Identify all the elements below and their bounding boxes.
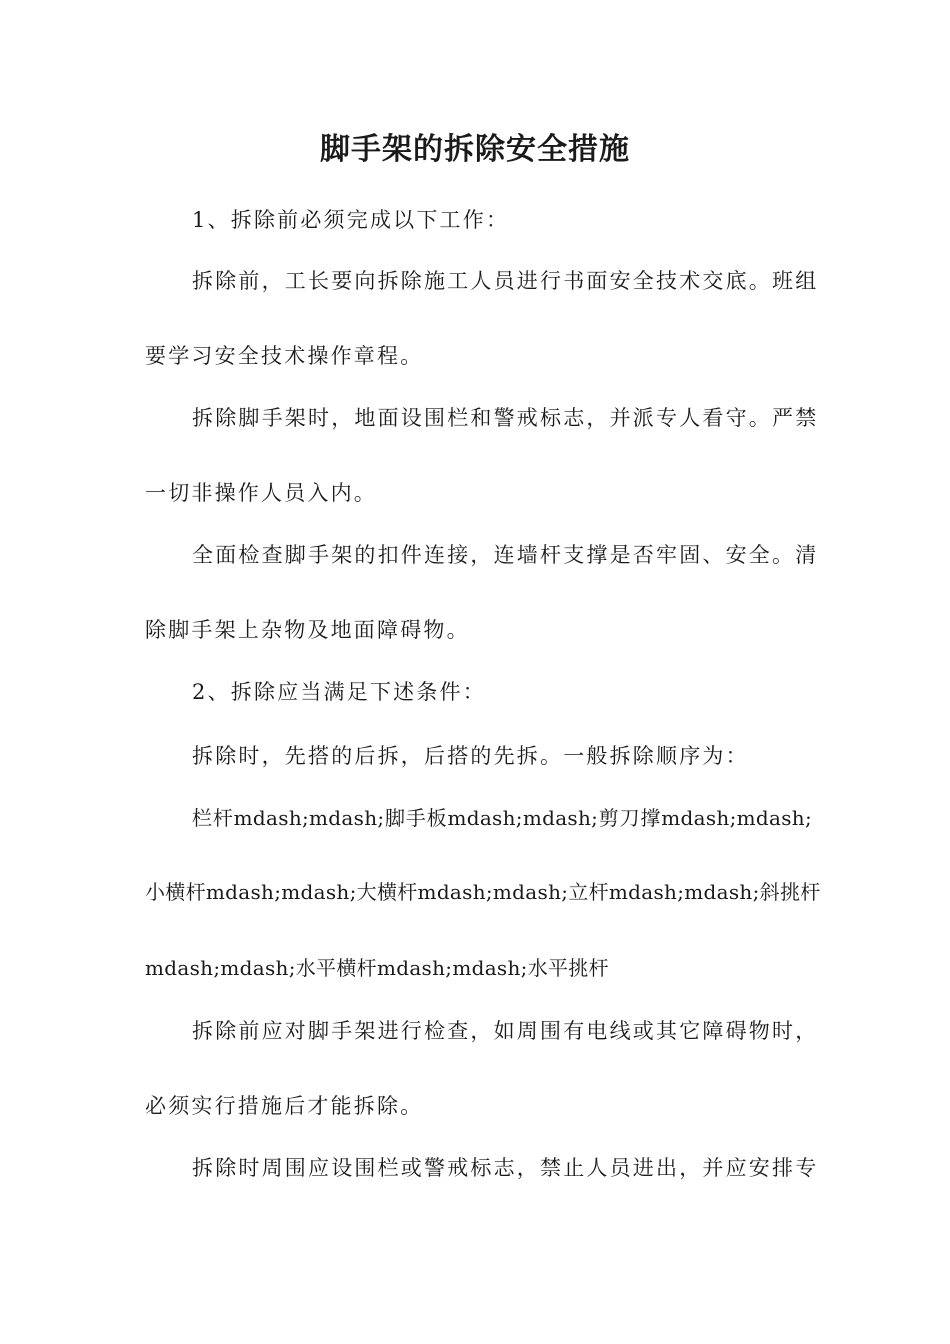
paragraph-line: 1、拆除前必须完成以下工作： [192, 208, 510, 232]
paragraph-line: 要学习安全技术操作章程。 [145, 344, 424, 368]
paragraph-line: 拆除时，先搭的后拆，后搭的先拆。一般拆除顺序为： [192, 744, 749, 768]
paragraph-line: 拆除脚手架时，地面设围栏和警戒标志，并派专人看守。严禁 [192, 406, 819, 430]
paragraph-line: 2、拆除应当满足下述条件： [192, 680, 486, 704]
paragraph-line: 除脚手架上杂物及地面障碍物。 [145, 618, 470, 642]
paragraph-line: 一切非操作人员入内。 [145, 481, 377, 505]
paragraph-line: mdash;mdash;水平横杆mdash;mdash;水平挑杆 [145, 956, 609, 980]
paragraph-line: 必须实行措施后才能拆除。 [145, 1094, 424, 1118]
paragraph-line: 栏杆mdash;mdash;脚手板mdash;mdash;剪刀撑mdash;mdash; [192, 806, 812, 830]
paragraph-line: 拆除时周围应设围栏或警戒标志，禁止人员进出，并应安排专 [192, 1156, 819, 1180]
paragraph-line: 小横杆mdash;mdash;大横杆mdash;mdash;立杆mdash;mdash;斜挑杆 [145, 880, 821, 904]
paragraph-line: 拆除前应对脚手架进行检查，如周围有电线或其它障碍物时， [192, 1019, 819, 1043]
paragraph-line: 拆除前，工长要向拆除施工人员进行书面安全技术交底。班组 [192, 269, 819, 293]
paragraph-line: 全面检查脚手架的扣件连接，连墙杆支撑是否牢固、安全。清 [192, 543, 819, 567]
document-title: 脚手架的拆除安全措施 [320, 132, 630, 167]
